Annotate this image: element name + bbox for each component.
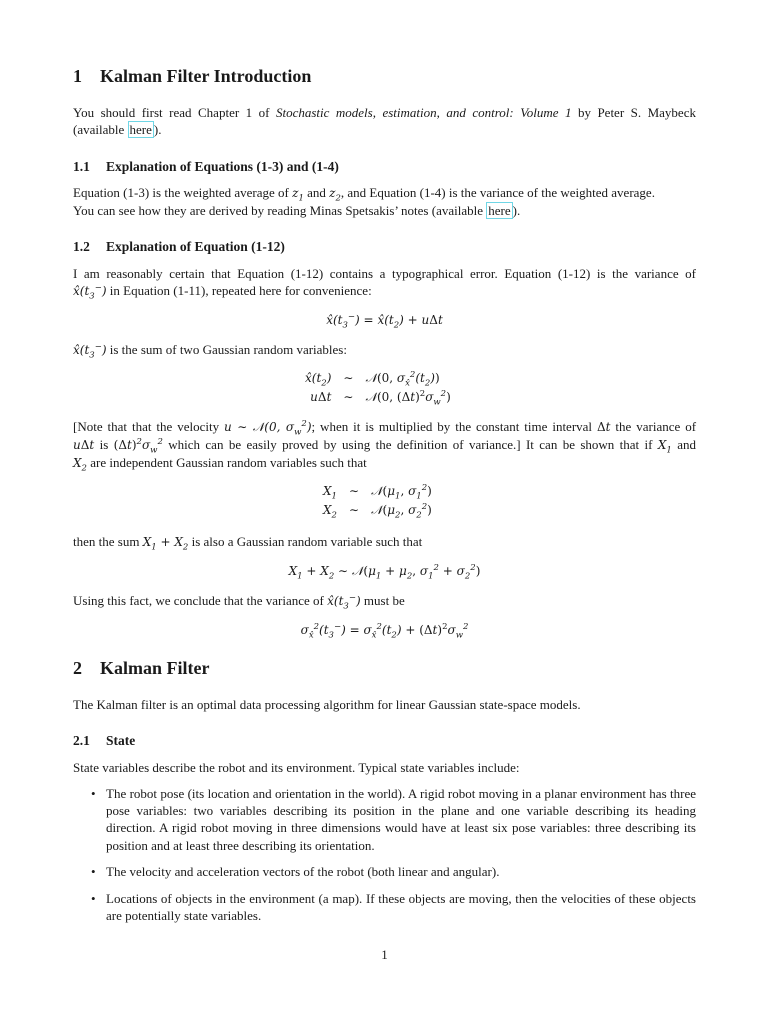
page-number: 1 — [381, 947, 388, 962]
section-2-1-heading — [73, 732, 135, 749]
section-1-2-heading — [73, 238, 285, 255]
text-line-2: You can see how they are derived by reading Minas Spetsakis’ notes (available here ). — [73, 203, 521, 219]
bullet-icon: • — [91, 864, 96, 880]
intro-line-1: You should first read Chapter 1 of Stochastic models, estimation, and control: Volume 1 by Peter S. Maybeck — [73, 105, 696, 120]
equation-gaussian-pair-2: $X_1$ ∼ $𝒩(\mu_1$, $\sigma_1^2$) $X_2$ ∼ $𝒩(\mu_2$, $\sigma_2^2$) — [323, 482, 432, 521]
equation-sum-gaussian: $X_1 + X_2$ ∼ $𝒩(\mu_1 + \mu_2$, $\sigma_1^2 + \sigma_2^2$) — [288, 563, 481, 582]
sum-sentence: $x̂(t_3^-)$ is the sum of two Gaussian random variables: — [73, 342, 347, 361]
equation-variance-result: $\sigma_{x̂}^2(t_3^-) = \sigma_{x̂}^2(t_2) + (\Delta t)^2\sigma_w^2$ — [300, 622, 469, 641]
spetsakis-here-link[interactable]: here — [488, 203, 511, 219]
bullet-icon: • — [91, 891, 96, 907]
section-title: Kalman Filter Introduction — [100, 66, 312, 86]
section-number: 2.1 — [73, 733, 90, 748]
equation-gaussian-pair-1: $x̂(t_2)$ ∼ 𝒩(0, $\sigma_{x̂}^2(t_2)$) uΔt ∼ 𝒩(0, $(\Delta t)^2\sigma_w^2$) — [305, 369, 451, 408]
using-sentence: Using this fact, we conclude that the variance of $x̂(t_3^-)$ must be — [73, 593, 405, 612]
list-item: • The robot pose (its location and orientation in the world). A rigid robot moving in a planar environment has three pose variables: two variables describing its position in the plane and one variable describing its heading direction. A rigid robot moving in three dimensions would have at least six pose variables: three describing its position and at least three describing its orientation. — [91, 786, 696, 853]
section-1-heading — [73, 68, 311, 85]
note-paragraph: [Note that that the velocity u ∼ 𝒩(0, $\sigma_w^2$); when it is multiplied by the constant time interval Δt the variance of uΔt is $(\Delta t)^2\sigma_w^2$ which can be easily proved by using the definition of variance.] It can be shown that if $X_1$ and $X_2$ are independent Gaussian random variables such that — [73, 419, 697, 474]
section-1-2-text — [73, 265, 696, 300]
section-title: State — [106, 733, 136, 748]
section-number: 1.1 — [73, 159, 90, 174]
section-1-1-heading — [73, 158, 339, 175]
bullet-icon: • — [91, 786, 96, 801]
section-number: 1 — [73, 66, 82, 86]
section-1-1-text — [73, 184, 696, 219]
state-variable-list — [73, 785, 696, 934]
section-title: Kalman Filter — [100, 658, 210, 678]
list-item: • Locations of objects in the environment (a map). If these objects are moving, then the velocities of these objects are potentially state variables. — [91, 891, 696, 924]
section-2-heading — [73, 660, 209, 677]
text-line-1: Equation (1-3) is the weighted average of $z_1$ and $z_2$, and Equation (1-4) is the variance of the weighted average. — [73, 185, 655, 204]
section-title: Explanation of Equations (1-3) and (1-4) — [106, 159, 339, 174]
list-item: • The velocity and acceleration vectors of the robot (both linear and angular). — [91, 864, 500, 880]
intro-line-2: (available here ). — [73, 122, 162, 138]
section-2-1-intro: State variables describe the robot and its environment. Typical state variables include: — [73, 760, 520, 775]
section-number: 1.2 — [73, 239, 90, 254]
then-sentence: then the sum $X_1 + X_2$ is also a Gaussian random variable such that — [73, 534, 423, 553]
section-2-intro: The Kalman filter is an optimal data processing algorithm for linear Gaussian state-space models. — [73, 697, 581, 712]
text-line-2: $x̂(t_3^-)$ in Equation (1-11), repeated here for convenience: — [73, 283, 372, 302]
section-title: Explanation of Equation (1-12) — [106, 239, 285, 254]
book-title: Stochastic models, estimation, and control: Volume 1 — [275, 105, 572, 120]
section-number: 2 — [73, 658, 82, 678]
maybeck-here-link[interactable]: here — [129, 122, 152, 138]
text-line-1: I am reasonably certain that Equation (1-12) contains a typographical error. Equation (1-12) is the variance of — [73, 266, 696, 281]
section-1-intro — [73, 104, 696, 138]
equation-xhat-t3: $x̂(t_3^-)$ = $x̂(t_2) + u\Delta t$ — [326, 312, 443, 331]
